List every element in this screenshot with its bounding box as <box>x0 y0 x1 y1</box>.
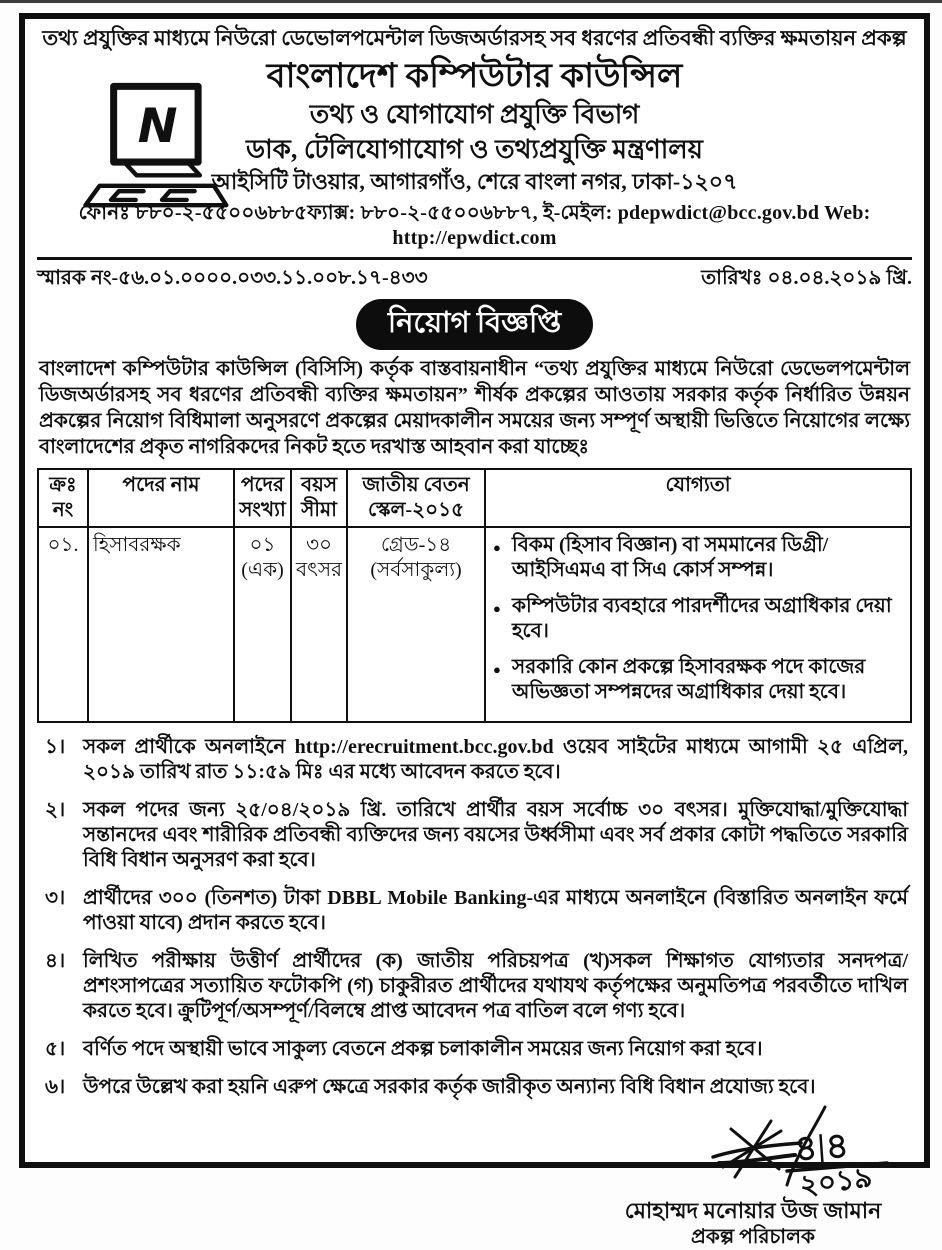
qualification-item: ● বিকম (হিসাব বিজ্ঞান) বা সমমানের ডিগ্রী/আইসিএমএ বা সিএ কোর্স সম্পন্ন। <box>490 533 906 583</box>
cell-qualifications <box>485 527 911 722</box>
table-row <box>38 527 911 722</box>
note-item-2 <box>37 798 912 873</box>
scan-edge-line <box>0 0 942 3</box>
note-number: ১। <box>45 736 66 758</box>
qualification-item: ● সরকারি কোন প্রকল্পে হিসাবরক্ষক পদে কাজের অভিজ্ঞতা সম্পন্নদের অগ্রাধিকার দেয়া হবে। <box>490 655 906 705</box>
letterhead <box>37 56 912 251</box>
cell-pay-scale: গ্রেড-১৪ (সর্বসাকুল্য) <box>347 527 485 722</box>
note-number: ৩। <box>45 887 66 909</box>
notice-badge-wrap <box>37 299 912 350</box>
note-text: বর্ণিত পদে অস্থায়ী ভাবে সাকুল্য বেতনে প্রকল্প চলাকালীন সময়ের জন্য নিয়োগ করা হবে। <box>83 1038 763 1060</box>
table-header-row <box>38 469 911 527</box>
memo-date: তারিখঃ ০৪.০৪.২০১৯ খ্রি. <box>701 267 912 289</box>
cell-post-name: হিসাবরক্ষক <box>88 527 234 722</box>
cell-post-count: ০১ (এক) <box>234 527 291 722</box>
note-item-6 <box>37 1075 912 1100</box>
vacancy-table <box>37 468 912 723</box>
signature-scribble <box>683 1105 898 1202</box>
note-item-3 <box>37 886 912 936</box>
note-number: ২। <box>45 799 66 821</box>
svg-text:N: N <box>137 98 178 154</box>
note-item-5 <box>37 1037 912 1062</box>
note-text: প্রার্থীদের ৩০০ (তিনশত) টাকা DBBL Mobile Banking-এর মাধ্যমে অনলাইনে (বিস্তারিত অনলাইন ফর্মে পাওয়া যাবে) প্রদান করতে হবে। <box>83 887 908 934</box>
notice-title-badge: নিয়োগ বিজ্ঞপ্তি <box>356 299 593 350</box>
signature-date-top: ৪|৪ <box>792 1125 851 1169</box>
intro-paragraph: বাংলাদেশ কম্পিউটার কাউন্সিল (বিসিসি) কর্তৃক বাস্তবায়নাধীন “তথ্য প্রযুক্তির মাধ্যমে নিউরো ডেভেলপমেন্টাল ডিজঅর্ডারসহ সব ধরণের প্রতিবন্ধী ব্যক্তির ক্ষমতায়ন” শীর্ষক প্রকল্পের আওতায় সরকার কর্তৃক নির্ধারিত উন্নয়ন প্রকল্পের নিয়োগ বিধিমালা অনুসরণে প্রকল্পের মেয়াদকালীন সময়ের জন্য সম্পূর্ণ অস্থায়ী ভিত্তিতে নিয়োগের লক্ষ্যে বাংলাদেশের প্রকৃত নাগরিকদের নিকট হতে দরখাস্ত আহবান করা যাচ্ছেঃ <box>39 358 910 458</box>
cell-age-limit: ৩০ বৎসর <box>291 527 347 722</box>
note-number: ৫। <box>45 1038 66 1060</box>
project-title-line: তথ্য প্রযুক্তির মাধ্যমে নিউরো ডেভোলপমেন্টাল ডিজঅর্ডারসহ সব ধরণের প্রতিবন্ধী ব্যক্তির ক্ষমতায়ন প্রকল্প <box>42 26 907 50</box>
division-line: তথ্য ও যোগাযোগ প্রযুক্তি বিভাগ <box>309 100 640 129</box>
address-line: আইসিটি টাওয়ার, আগারগাঁও, শেরে বাংলা নগর, ঢাকা-১২০৭ <box>211 169 738 194</box>
note-number: ৪। <box>45 950 66 972</box>
conditions-list <box>37 735 912 1100</box>
col-header-post-name: পদের নাম <box>88 469 234 527</box>
note-item-4 <box>37 949 912 1024</box>
header-divider <box>37 257 912 260</box>
note-text: সকল প্রার্থীকে অনলাইনে http://erecruitment.bcc.gov.bd ওয়েব সাইটের মাধ্যমে আগামী ২৫ এপ্রিল, ২০১৯ তারিখ রাত ১১:৫৯ মিঃ এর মধ্যে আবেদন করতে হবে। <box>83 736 908 783</box>
cell-serial: ০১. <box>38 527 88 722</box>
col-header-serial: ক্রঃ নং <box>38 469 88 527</box>
signatory-title: প্রকল্প পরিচালক <box>691 1226 815 1248</box>
org-name: বাংলাদেশ কম্পিউটার কাউন্সিল <box>266 58 683 95</box>
signatory-name: মোহাম্মদ মনোয়ার উজ জামান <box>624 1198 882 1223</box>
contact-line: ফোনঃ ৮৮০-২-৫৫০০৬৮৮৫ফ্যাক্স: ৮৮০-২-৫৫০০৬৮৮৭, ই-মেইল: pdepwdict@bcc.gov.bd Web: http://epwdict.com <box>78 202 871 249</box>
note-text: উপরে উল্লেখ করা হয়নি এরুপ ক্ষেত্রে সরকার কর্তৃক জারীকৃত অন্যান্য বিধি বিধান প্রযোজ্য হবে। <box>83 1076 816 1098</box>
col-header-age-limit: বয়স সীমা <box>291 469 347 527</box>
col-header-qualification: যোগ্যতা <box>485 469 911 527</box>
notice-border-frame <box>19 13 930 1248</box>
note-text: লিখিত পরীক্ষায় উত্তীর্ণ প্রার্থীদের (ক) জাতীয় পরিচয়পত্র (খ)সকল শিক্ষাগত যোগ্যতার সনদপত্র/প্রশংসাপত্রের সত্যায়িত ফটোকপি (গ) চাকুরীরত প্রার্থীদের যথাযথ কর্তৃপক্ষের অনুমতিপত্র পরবর্তীতে দাখিল করতে হবে। ক্রুটিপূর্ণ/অসম্পূর্ণ/বিলম্বে প্রাপ্ত আবেদন পত্র বাতিল বলে গণ্য হবে। <box>83 950 908 1022</box>
col-header-post-count: পদের সংখ্যা <box>234 469 291 527</box>
col-header-pay-scale: জাতীয় বেতন স্কেল-২০১৫ <box>347 469 485 527</box>
qualification-item: ● কম্পিউটার ব্যবহারে পারদর্শীদের অগ্রাধিকার দেয়া হবে। <box>490 594 906 644</box>
bcc-logo-icon <box>79 82 231 214</box>
note-text: সকল পদের জন্য ২৫/০৪/২০১৯ খ্রি. তারিখে প্রার্থীর বয়স সর্বোচ্চ ৩০ বৎসর। মুক্তিযোদ্ধা/মুক্তিযোদ্ধা সন্তানদের এবং শারীরিক প্রতিবন্ধী ব্যক্তিদের জন্য বয়সের উর্ধ্বসীমা এবং সর্ব প্রকার কোটা পদ্ধতিতে সরকারি বিধি বিধান অনুসরণ করা হবে। <box>83 799 908 871</box>
memo-number: স্মারক নং-৫৬.০১.০০০০.০৩৩.১১.০০৮.১৭-৪৩৩ <box>37 267 428 289</box>
memo-row <box>37 265 912 291</box>
signature-date-bottom: ২০১৯ <box>798 1162 875 1202</box>
signature-block <box>598 1105 908 1250</box>
note-number: ৬। <box>45 1076 66 1098</box>
ministry-line: ডাক, টেলিযোগাযোগ ও তথ্যপ্রযুক্তি মন্ত্রণালয় <box>246 135 703 164</box>
note-item-1 <box>37 735 912 785</box>
